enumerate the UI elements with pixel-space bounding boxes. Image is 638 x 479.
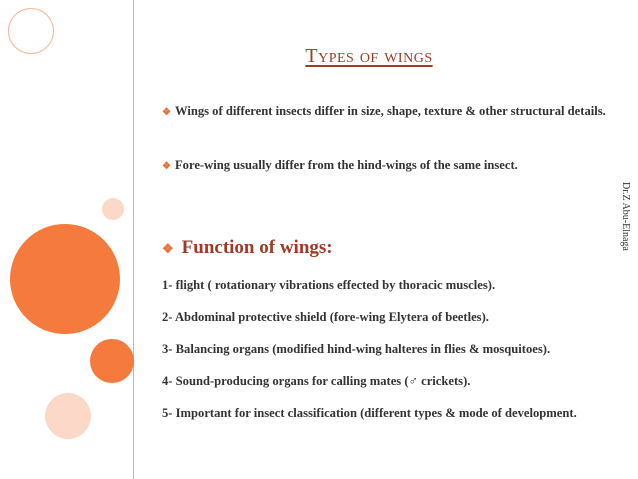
list-item: 5- Important for insect classification (different types & mode of development. [162,406,577,420]
function-heading: ❖ Function of wings: [162,237,333,258]
list-item: 2- Abdominal protective shield (fore-wing Elytera of beetles). [162,310,489,324]
slide-title: Types of wings [305,45,433,67]
decorative-circle-small [102,198,124,220]
paragraph-fore-hind-wing: ❖ Fore-wing usually differ from the hind-wings of the same insect. [162,158,518,172]
paragraph-wing-differences: ❖ Wings of different insects differ in size, shape, texture & other structural details. [162,104,606,118]
list-item: 3- Balancing organs (modified hind-wing halteres in flies & mosquitoes). [162,342,551,356]
function-list [162,272,608,432]
diamond-bullet-icon: ❖ [162,161,171,172]
list-item: 4- Sound-producing organs for calling mates (♂ crickets). [162,374,471,388]
decorative-circle-outline [8,8,54,54]
author-credit: Dr.Z Abu-Elnaga [620,182,631,251]
diamond-bullet-icon: ❖ [162,107,171,118]
list-item: 1- flight ( rotationary vibrations effected by thoracic muscles). [162,278,496,292]
decorative-circle-medium [90,339,134,383]
sidebar-divider [133,0,134,479]
decorative-circle-light [45,393,91,439]
decorative-circle-large [10,224,120,334]
diamond-bullet-icon: ❖ [162,241,174,256]
